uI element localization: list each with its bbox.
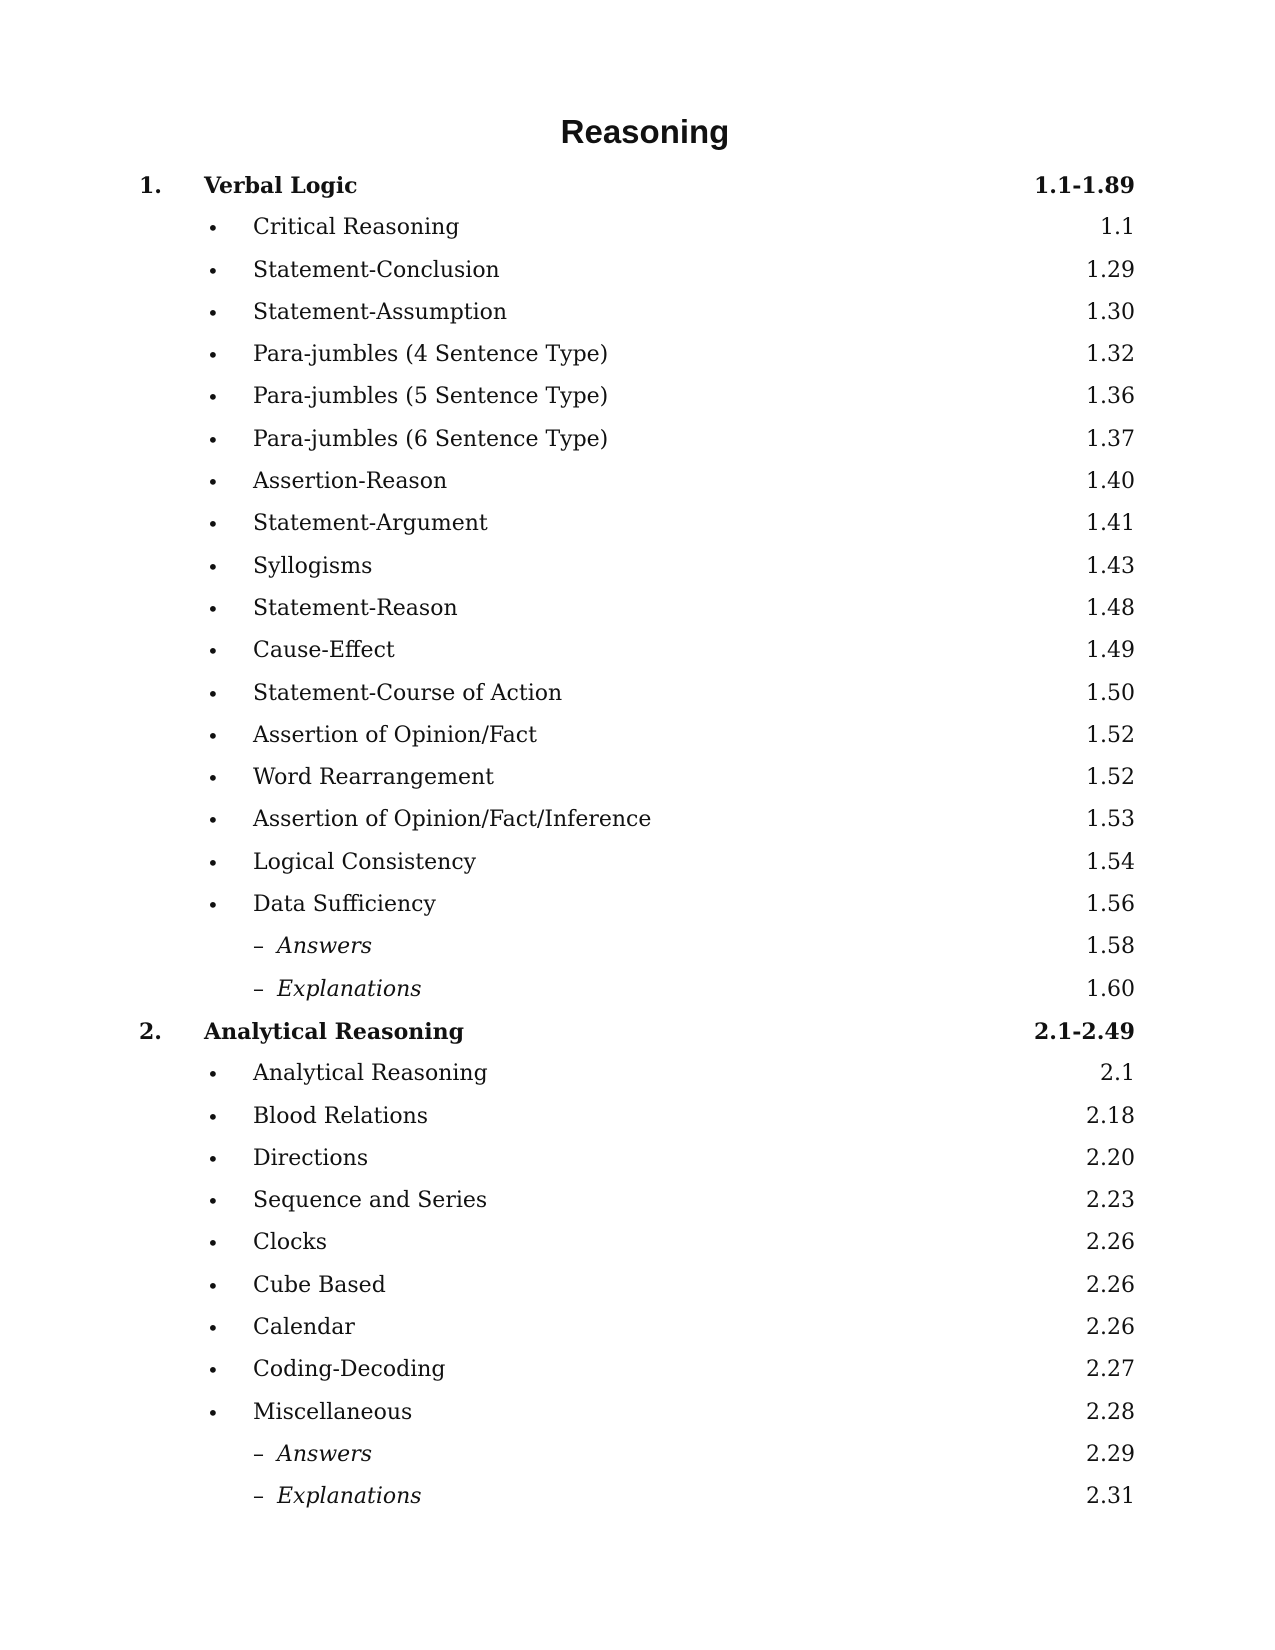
toc-item-page: 1.56 — [1086, 892, 1135, 918]
toc-item[interactable] — [0, 419, 1275, 461]
toc-item-page: 2.18 — [1086, 1103, 1135, 1129]
toc-item-page: 2.28 — [1086, 1399, 1135, 1425]
bullet-icon: • — [207, 1104, 219, 1129]
toc-item-label: Cube Based — [253, 1272, 386, 1298]
toc-item-label: Para-jumbles (5 Sentence Type) — [253, 384, 609, 410]
toc-item-page: 2.20 — [1086, 1145, 1135, 1171]
toc-item-page: 1.48 — [1086, 595, 1135, 621]
toc-item-label: Statement-Conclusion — [253, 257, 500, 283]
toc-item[interactable] — [0, 842, 1275, 884]
bullet-icon: • — [207, 554, 219, 579]
section-heading[interactable] — [0, 1011, 1275, 1053]
dash-icon: – — [253, 1484, 264, 1510]
toc-item-page: 1.37 — [1086, 426, 1135, 452]
section-number: 2. — [139, 1018, 162, 1045]
bullet-icon: • — [207, 1146, 219, 1171]
toc-item[interactable] — [0, 461, 1275, 503]
bullet-icon: • — [207, 850, 219, 875]
toc-item[interactable] — [0, 1053, 1275, 1095]
section-heading[interactable] — [0, 165, 1275, 207]
bullet-icon: • — [207, 1358, 219, 1383]
toc-subitem-label: Explanations — [277, 1484, 422, 1510]
toc-item-label: Critical Reasoning — [253, 215, 460, 241]
toc-item[interactable] — [0, 588, 1275, 630]
toc-item-page: 1.50 — [1086, 680, 1135, 706]
toc-subitem-page: 2.29 — [1086, 1441, 1135, 1467]
toc-item-page: 1.36 — [1086, 384, 1135, 410]
toc-item-label: Calendar — [253, 1315, 355, 1341]
bullet-icon: • — [207, 385, 219, 410]
toc-item[interactable] — [0, 630, 1275, 672]
toc-item[interactable] — [0, 1392, 1275, 1434]
toc-item-page: 2.27 — [1086, 1357, 1135, 1383]
toc-subitem-label: Answers — [277, 1441, 373, 1467]
toc-item-page: 1.52 — [1086, 765, 1135, 791]
toc-item-label: Directions — [253, 1145, 369, 1171]
bullet-icon: • — [207, 300, 219, 325]
toc-item[interactable] — [0, 673, 1275, 715]
toc-item-label: Word Rearrangement — [253, 765, 494, 791]
bullet-icon: • — [207, 1400, 219, 1425]
toc-item-page: 1.40 — [1086, 469, 1135, 495]
toc-item-page: 1.41 — [1086, 511, 1135, 537]
bullet-icon: • — [207, 1273, 219, 1298]
bullet-icon: • — [207, 1189, 219, 1214]
toc-item-label: Statement-Reason — [253, 595, 458, 621]
toc-item[interactable] — [0, 250, 1275, 292]
toc-subitem-answers[interactable] — [0, 1434, 1275, 1476]
dash-icon: – — [253, 976, 264, 1002]
toc-item[interactable] — [0, 1180, 1275, 1222]
dash-icon: – — [253, 934, 264, 960]
bullet-icon: • — [207, 1316, 219, 1341]
toc-item-label: Clocks — [253, 1230, 328, 1256]
bullet-icon: • — [207, 808, 219, 833]
toc-item-label: Coding-Decoding — [253, 1357, 446, 1383]
toc-item-label: Syllogisms — [253, 553, 373, 579]
toc-item[interactable] — [0, 503, 1275, 545]
toc-item[interactable] — [0, 715, 1275, 757]
section-page-range: 2.1-2.49 — [1034, 1018, 1135, 1045]
toc-subitem-label: Answers — [277, 934, 373, 960]
toc-item-page: 2.26 — [1086, 1272, 1135, 1298]
toc-item[interactable] — [0, 1349, 1275, 1391]
toc-item[interactable] — [0, 292, 1275, 334]
toc-item-label: Logical Consistency — [253, 849, 477, 875]
toc-item-page: 1.49 — [1086, 638, 1135, 664]
section-number: 1. — [139, 173, 162, 199]
toc-item-label: Cause-Effect — [253, 638, 395, 664]
toc-item-page: 1.30 — [1086, 299, 1135, 325]
bullet-icon: • — [207, 681, 219, 706]
toc-item[interactable] — [0, 1138, 1275, 1180]
toc-item-page: 1.54 — [1086, 849, 1135, 875]
toc-item[interactable] — [0, 546, 1275, 588]
toc-item-page: 1.29 — [1086, 257, 1135, 283]
toc-item-label: Miscellaneous — [253, 1399, 413, 1425]
bullet-icon: • — [207, 258, 219, 283]
toc-item-page: 2.1 — [1100, 1061, 1135, 1087]
toc-item[interactable] — [0, 207, 1275, 249]
toc-subitem-page: 2.31 — [1086, 1484, 1135, 1510]
toc-item-page: 1.52 — [1086, 722, 1135, 748]
bullet-icon: • — [207, 723, 219, 748]
dash-icon: – — [253, 1441, 264, 1467]
section-title: Analytical Reasoning — [204, 1018, 464, 1045]
toc-item-label: Data Sufficiency — [253, 892, 436, 918]
section-page-range: 1.1-1.89 — [1034, 173, 1135, 199]
bullet-icon: • — [207, 596, 219, 621]
bullet-icon: • — [207, 766, 219, 791]
toc-item-label: Assertion of Opinion/Fact — [253, 722, 537, 748]
toc-item-page: 1.32 — [1086, 342, 1135, 368]
bullet-icon: • — [207, 427, 219, 452]
toc-item-label: Statement-Assumption — [253, 299, 508, 325]
section-title: Verbal Logic — [204, 173, 358, 199]
toc-item[interactable] — [0, 1307, 1275, 1349]
toc-item-label: Para-jumbles (4 Sentence Type) — [253, 342, 609, 368]
toc-item[interactable] — [0, 1222, 1275, 1264]
toc-item-page: 2.26 — [1086, 1230, 1135, 1256]
toc-subitem-label: Explanations — [277, 976, 422, 1002]
toc-item-label: Analytical Reasoning — [253, 1061, 488, 1087]
toc-item-label: Statement-Course of Action — [253, 680, 563, 706]
toc-subitem-page: 1.60 — [1086, 976, 1135, 1002]
toc-item[interactable] — [0, 334, 1275, 376]
bullet-icon: • — [207, 893, 219, 918]
toc-item-label: Assertion-Reason — [253, 469, 448, 495]
toc-subitem-explanations[interactable] — [0, 969, 1275, 1011]
bullet-icon: • — [207, 470, 219, 495]
toc-item[interactable] — [0, 1096, 1275, 1138]
toc-item-label: Assertion of Opinion/Fact/Inference — [253, 807, 652, 833]
toc-item-label: Para-jumbles (6 Sentence Type) — [253, 426, 609, 452]
bullet-icon: • — [207, 512, 219, 537]
bullet-icon: • — [207, 1231, 219, 1256]
bullet-icon: • — [207, 639, 219, 664]
toc-item-page: 1.53 — [1086, 807, 1135, 833]
toc-item-label: Statement-Argument — [253, 511, 488, 537]
toc-item-page: 1.43 — [1086, 553, 1135, 579]
bullet-icon: • — [207, 1062, 219, 1087]
toc-subitem-explanations[interactable] — [0, 1476, 1275, 1518]
toc-item[interactable] — [0, 884, 1275, 926]
page-title: Reasoning — [560, 113, 730, 150]
toc-item-page: 2.23 — [1086, 1188, 1135, 1214]
toc-item-page: 2.26 — [1086, 1315, 1135, 1341]
toc-subitem-answers[interactable] — [0, 926, 1275, 968]
toc-item-label: Sequence and Series — [253, 1188, 488, 1214]
table-of-contents — [0, 165, 1275, 1519]
toc-item-page: 1.1 — [1100, 215, 1135, 241]
bullet-icon: • — [207, 343, 219, 368]
toc-item[interactable] — [0, 1265, 1275, 1307]
toc-item-label: Blood Relations — [253, 1103, 429, 1129]
bullet-icon: • — [207, 216, 219, 241]
toc-item[interactable] — [0, 799, 1275, 841]
toc-subitem-page: 1.58 — [1086, 934, 1135, 960]
toc-item[interactable] — [0, 757, 1275, 799]
toc-item[interactable] — [0, 376, 1275, 418]
